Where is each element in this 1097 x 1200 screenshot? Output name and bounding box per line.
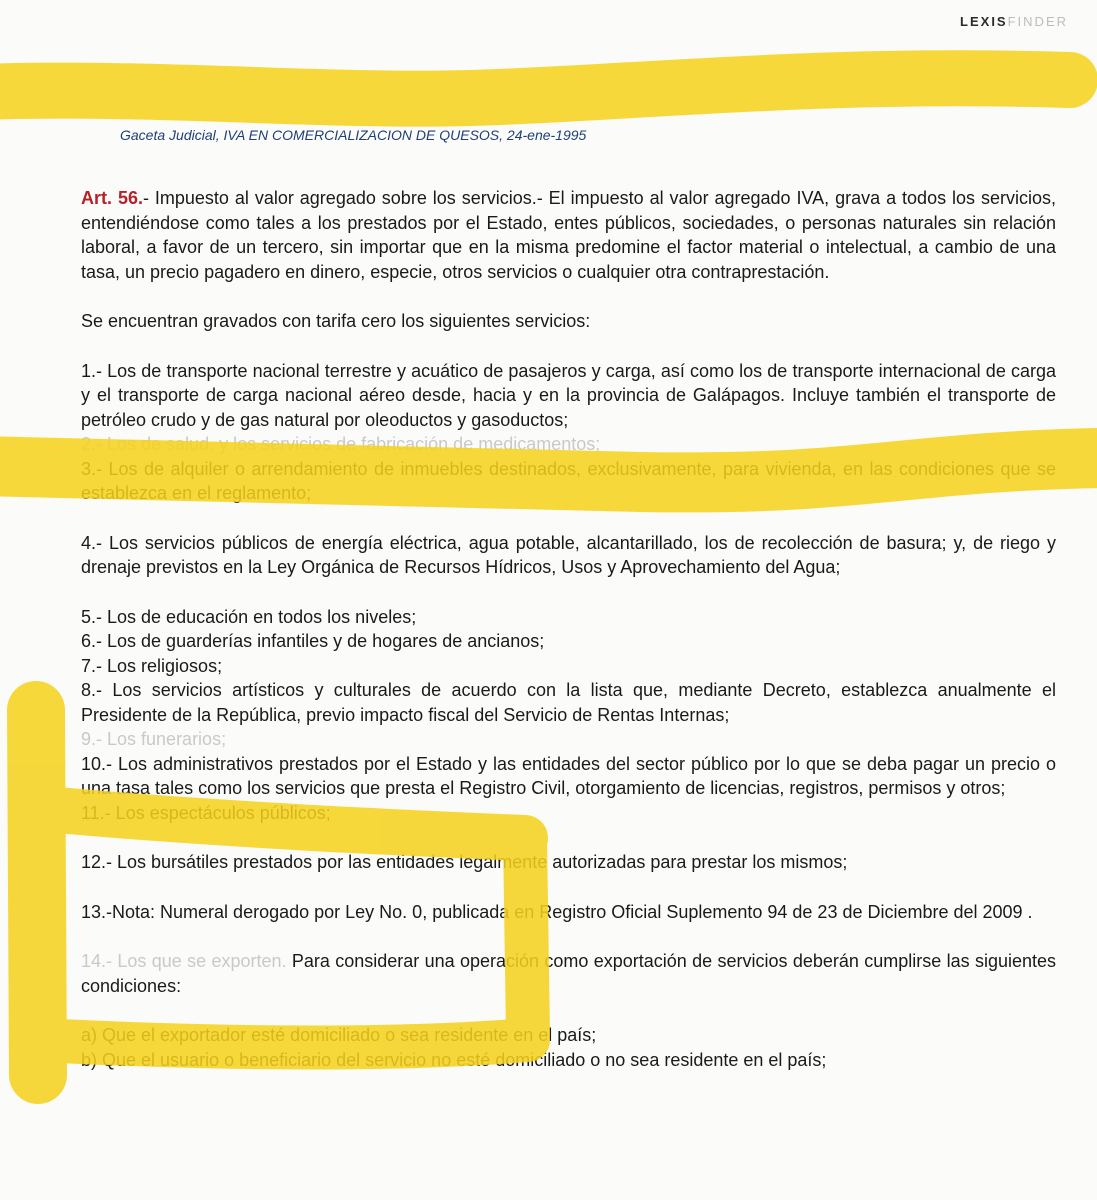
list-item-10: 10.- Los administrativos prestados por el Estado y las entidades del sector público por lo que se deba pagar un precio o una tasa tales como los servicios que presta el Registro Civil, otorgamiento de licencias, registros, permisos y otros;	[81, 753, 1056, 798]
list-item-14	[81, 949, 1056, 998]
list-item-12: 12.- Los bursátiles prestados por las entidades legalmente autorizadas para prestar los mismos;	[81, 852, 848, 872]
highlight-stroke-left-vertical	[36, 710, 38, 1075]
article-body	[81, 186, 1056, 1072]
condition-b: b) Que el usuario o beneficiario del servicio no esté domiciliado o no sea residente en el país;	[81, 1049, 827, 1070]
list-item-5: 5.- Los de educación en todos los niveles;	[81, 606, 417, 627]
list-item-13: 13.-Nota: Numeral derogado por Ley No. 0, publicada en Registro Oficial Suplemento 94 de 23 de Diciembre del 2009 .	[81, 901, 1033, 922]
list-item-14-rest: Para considerar una operación como exportación de servicios deberán cumplirse las siguientes condiciones:	[81, 951, 1056, 996]
highlight-stroke-top	[0, 78, 1070, 98]
article-intro: - Impuesto al valor agregado sobre los servicios.- El impuesto al valor agregado IVA, grava a todos los servicios, entendiéndose como tales a los prestados por el Estado, entes públicos, sociedades, o personas naturales sin relación laboral, a favor de un tercero, sin importar que en la misma predomine el factor material o intelectual, a cambio de una tasa, un precio pagadero en dinero, especie, otros servicios o cualquier otra contraprestación.	[81, 188, 1056, 282]
article-intro-paragraph	[81, 186, 1056, 284]
list-item-1: 1.- Los de transporte nacional terrestre y acuático de pasajeros y carga, así como los de transporte internacional de carga y el transporte de carga nacional aéreo desde, hacia y en la provincia de Galápagos. Incluye también el transporte de petróleo crudo y de gas natural por oleoductos y gasoductos;	[81, 360, 1056, 430]
brand-secondary: FINDER	[1007, 14, 1068, 29]
list-item-6: 6.- Los de guarderías infantiles y de hogares de ancianos;	[81, 631, 545, 651]
list-item-11: 11.- Los espectáculos públicos;	[81, 802, 331, 823]
brand-primary: LEXIS	[960, 14, 1008, 29]
gaceta-reference: Gaceta Judicial, IVA EN COMERCIALIZACION DE QUESOS, 24-ene-1995	[120, 127, 587, 143]
list-item-3: 3.- Los de alquiler o arrendamiento de inmuebles destinados, exclusivamente, para vivienda, en las condiciones que se establezca en el reglamento;	[81, 458, 1056, 503]
article-lead: Se encuentran gravados con tarifa cero los siguientes servicios:	[81, 311, 591, 331]
brand-logo	[960, 14, 1068, 29]
list-item-4: 4.- Los servicios públicos de energía eléctrica, agua potable, alcantarillado, los de recolección de basura; y, de riego y drenaje previstos en la Ley Orgánica de Recursos Hídricos, Usos y Aprovechamiento del Agua;	[81, 532, 1056, 577]
list-item-8: 8.- Los servicios artísticos y culturales de acuerdo con la lista que, mediante Decreto, establezca anualmente el Presidente de la República, previo impacto fiscal del Servicio de Rentas Internas;	[81, 680, 1056, 725]
list-item-2: 2.- Los de salud, y los servicios de fabricación de medicamentos;	[81, 434, 601, 454]
list-item-7: 7.- Los religiosos;	[81, 655, 223, 676]
list-item-14-faded: 14.- Los que se exporten.	[81, 951, 287, 971]
condition-a: a) Que el exportador esté domiciliado o sea residente en el país;	[81, 1025, 597, 1045]
article-label: Art. 56.	[81, 188, 143, 208]
list-item-9: 9.- Los funerarios;	[81, 729, 227, 749]
